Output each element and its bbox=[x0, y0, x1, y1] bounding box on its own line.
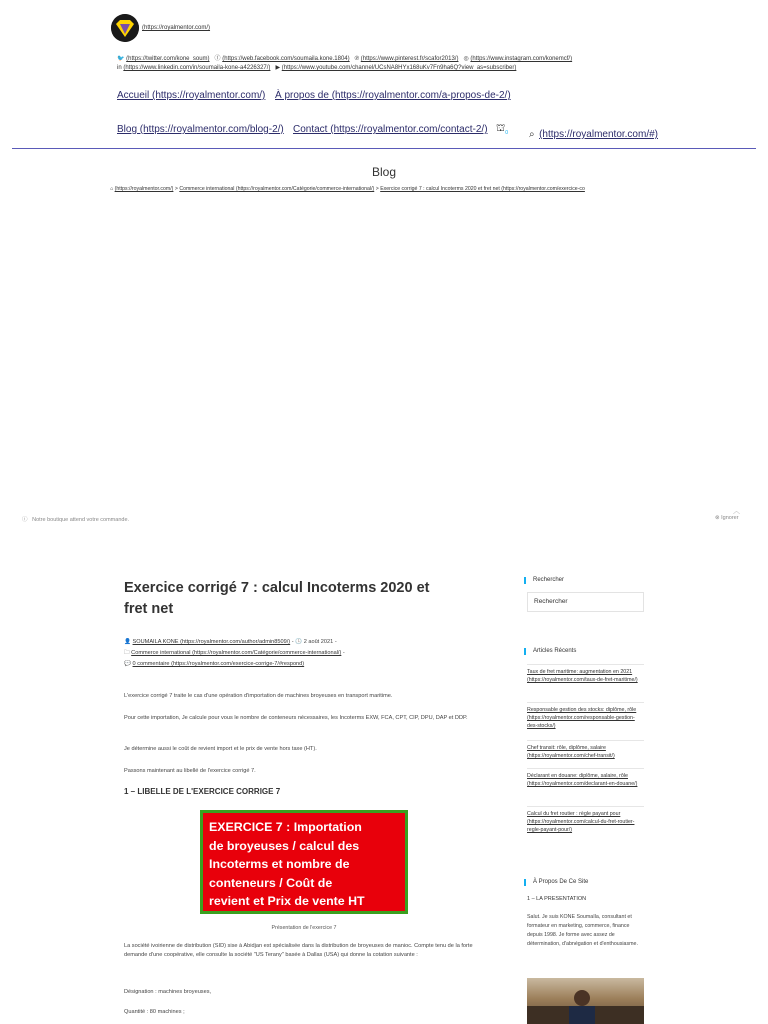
person-photo-icon bbox=[527, 978, 644, 1024]
instagram-link[interactable]: (https://www.instagram.com/konemcf/) bbox=[470, 56, 573, 62]
recent-post-link[interactable]: Calcul du fret routier : règle payant pour (https://royalmentor.com/calcul-du-fret-routier-regle-payant-pour/) bbox=[527, 811, 635, 833]
youtube-icon: ▶ bbox=[275, 65, 281, 71]
close-icon: ⊗ bbox=[715, 515, 720, 521]
sidebar-search-input[interactable] bbox=[527, 592, 644, 612]
recent-post-link[interactable]: Responsable gestion des stocks: diplôme, rôle (https://royalmentor.com/responsable-gestion-des-stocks/) bbox=[527, 707, 637, 729]
comments-link[interactable]: 0 commentaire (https://royalmentor.com/exercice-corrige-7/#respond) bbox=[132, 661, 305, 667]
sidebar-about-text: Salut. Je suis KONE Soumaïla, consultant et formateur en marketing, commerce, finance depuis 1998. Je forme avec assez de détermination, d'abnégation et d'enthousiasme. bbox=[527, 914, 638, 947]
image-caption: Présentation de l'exercice 7 bbox=[271, 925, 337, 931]
info-icon: ⓘ bbox=[22, 517, 28, 523]
store-notice bbox=[22, 515, 129, 523]
divider bbox=[527, 740, 644, 741]
twitter-link[interactable]: (https://twitter.com/kone_soum) bbox=[126, 56, 210, 62]
linkedin-link[interactable]: (https://www.linkedin.com/in/soumaila-kone-a4226327/) bbox=[123, 65, 271, 71]
meta-dash: - bbox=[291, 639, 294, 645]
breadcrumb bbox=[110, 186, 658, 192]
nav-blog[interactable]: Blog (https://royalmentor.com/blog-2/) bbox=[117, 124, 284, 135]
cart-count: 0 bbox=[505, 130, 508, 136]
meta-dash: - bbox=[334, 639, 337, 645]
article-paragraph: L'exercice corrigé 7 traite le cas d'une opération d'importation de machines broyeuses en transport maritime. bbox=[124, 693, 393, 699]
sidebar-about-heading bbox=[524, 879, 588, 885]
article-paragraph: La société ivoirienne de distribution (SID) sise à Abidjan est spécialisée dans la distribution de broyeuses de manioc. Compte tenu de la forte demande d'une coopérative, elle consulte la société "US Terany" basée à Dallas (USA) qui donne la cotation suivante : bbox=[124, 943, 473, 958]
home-icon: ⌂ bbox=[110, 186, 114, 192]
dismiss-notice-button[interactable] bbox=[715, 515, 739, 521]
social-row-1 bbox=[117, 53, 572, 62]
category-link[interactable]: Commerce international (https://royalmentor.com/Catégorie/commerce-international/) bbox=[131, 650, 342, 656]
recent-post-link[interactable]: Taux de fret maritime: augmentation en 2021 (https://royalmentor.com/taux-de-fret-maritime/) bbox=[527, 669, 638, 683]
pinterest-link[interactable]: (https://www.pinterest.fr/scafor2013/) bbox=[360, 56, 459, 62]
banner-line: Incoterms et nombre de bbox=[209, 857, 350, 871]
pinterest-icon: ℗ bbox=[354, 56, 360, 62]
search-icon: ⌕ bbox=[529, 129, 535, 140]
header-separator bbox=[12, 148, 756, 149]
sidebar-search-label: Rechercher bbox=[534, 598, 568, 605]
banner-line: EXERCICE 7 : Importation bbox=[209, 820, 362, 834]
author-link[interactable]: SOUMAILA KONE (https://royalmentor.com/author/admin8509/) bbox=[132, 639, 291, 645]
banner-line: de broyeuses / calcul des bbox=[209, 838, 360, 853]
article-title-line-2: fret net bbox=[124, 601, 174, 617]
sidebar-about-subheading: 1 – LA PRESENTATION bbox=[527, 896, 587, 902]
divider bbox=[527, 768, 644, 769]
shopping-bag-icon: ⛫ bbox=[496, 123, 506, 134]
article-paragraph: Désignation : machines broyeuses, bbox=[124, 989, 212, 995]
user-icon: 👤 bbox=[124, 639, 131, 645]
cart-button[interactable] bbox=[496, 123, 508, 136]
nav-search[interactable] bbox=[529, 124, 658, 142]
divider bbox=[527, 702, 644, 703]
post-date: 2 août 2021 bbox=[303, 639, 334, 645]
section-heading: 1 – LIBELLE DE L'EXERCICE CORRIGE 7 bbox=[124, 787, 281, 796]
social-row-2 bbox=[117, 64, 516, 71]
banner-line: revient et Prix de vente HT bbox=[209, 894, 365, 908]
article-title bbox=[124, 578, 429, 620]
meta-dash: - bbox=[342, 650, 345, 656]
scroll-top-icon[interactable]: ︿ bbox=[733, 508, 740, 515]
site-logo[interactable] bbox=[111, 14, 139, 42]
facebook-link[interactable]: (https://web.facebook.com/soumaila.kone.1804) bbox=[222, 56, 350, 62]
article-paragraph: Quantité : 80 machines ; bbox=[124, 1009, 185, 1015]
article-title-line-1: Exercice corrigé 7 : calcul Incoterms 2020 et bbox=[124, 580, 430, 596]
nav-home[interactable]: Accueil (https://royalmentor.com/) bbox=[117, 90, 266, 101]
breadcrumb-current[interactable]: Exercice corrigé 7 : calcul Incoterms 2020 et fret net (https://royalmentor.com/exercice-co bbox=[380, 186, 585, 192]
dismiss-label: Ignorer bbox=[721, 515, 739, 521]
store-notice-text: Notre boutique attend votre commande. bbox=[32, 517, 130, 523]
page-title: Blog bbox=[371, 165, 397, 179]
article-meta bbox=[124, 637, 345, 670]
article-paragraph: Passons maintenant au libellé de l'exercice corrigé 7. bbox=[124, 768, 256, 774]
twitter-icon: 🐦 bbox=[117, 56, 125, 62]
author-photo bbox=[527, 978, 644, 1024]
divider bbox=[527, 664, 644, 665]
nav-search-link[interactable]: (https://royalmentor.com/#) bbox=[539, 129, 658, 140]
comment-icon: 💬 bbox=[124, 661, 131, 667]
nav-about[interactable]: À propos de (https://royalmentor.com/a-propos-de-2/) bbox=[275, 90, 511, 101]
divider bbox=[527, 806, 644, 807]
diamond-logo-icon bbox=[111, 14, 139, 42]
sidebar-search-heading-label: Rechercher bbox=[533, 577, 565, 583]
sidebar-about-heading-label: À Propos De Ce Site bbox=[533, 879, 589, 885]
banner-line: conteneurs / Coût de bbox=[209, 875, 333, 890]
breadcrumb-category[interactable]: Commerce international (https://royalmentor.com/Catégorie/commerce-international/) bbox=[179, 186, 375, 192]
linkedin-icon: in bbox=[117, 65, 122, 71]
article-paragraph: Pour cette importation, Je calcule pour vous le nombre de conteneurs nécessaires, les Incoterms EXW, FCA, CPT, CIP, DPU, DAP et DDP. bbox=[124, 715, 468, 721]
folder-icon: 🗀 bbox=[124, 650, 130, 656]
sidebar-search-heading bbox=[524, 577, 564, 583]
sidebar-recent-heading bbox=[524, 648, 576, 654]
logo-link[interactable]: (https://royalmentor.com/) bbox=[142, 25, 211, 31]
breadcrumb-separator: > bbox=[375, 186, 379, 192]
instagram-icon: ◎ bbox=[463, 56, 469, 62]
article-paragraph: Je détermine aussi le coût de revient import et le prix de vente hors taxe (HT). bbox=[124, 746, 317, 752]
facebook-icon: ⓕ bbox=[214, 56, 221, 62]
sidebar-recent-heading-label: Articles Récents bbox=[533, 648, 577, 654]
clock-icon: 🕓 bbox=[295, 639, 303, 645]
youtube-link[interactable]: (https://www.youtube.com/channel/UCsNA8HYx168uKv7Fn9ha6Q?view_as=subscriber) bbox=[281, 65, 517, 71]
breadcrumb-home[interactable]: (https://royalmentor.com/) bbox=[114, 186, 174, 192]
breadcrumb-separator: > bbox=[174, 186, 178, 192]
recent-post-link[interactable]: Chef transit: rôle, diplôme, salaire (https://royalmentor.com/chef-transit/) bbox=[527, 745, 615, 759]
exercise-banner-image bbox=[200, 810, 408, 914]
recent-post-link[interactable]: Déclarant en douane: diplôme, salaire, rôle (https://royalmentor.com/declarant-en-douane/) bbox=[527, 773, 638, 787]
nav-contact[interactable]: Contact (https://royalmentor.com/contact-2/) bbox=[293, 124, 488, 135]
